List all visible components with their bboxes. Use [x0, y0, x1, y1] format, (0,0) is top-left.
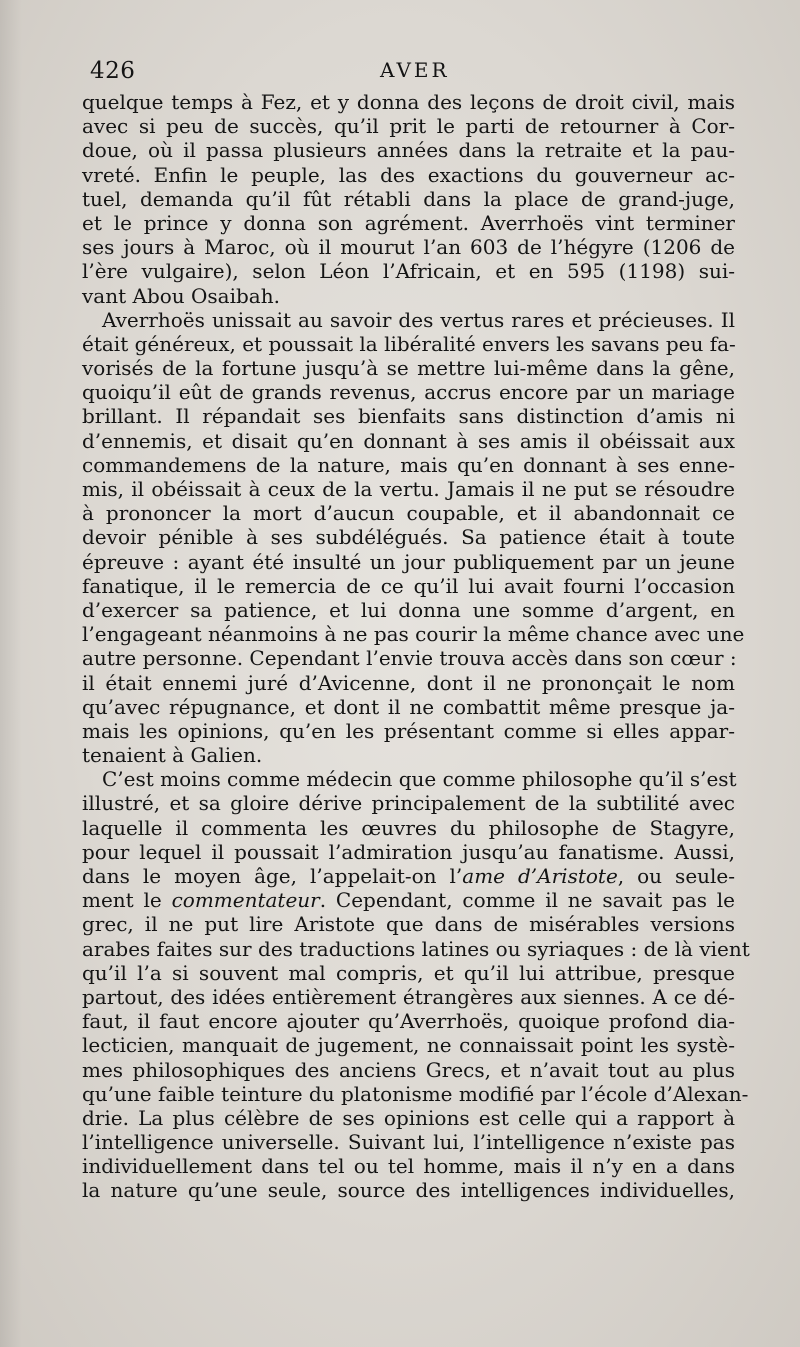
page-gutter-shadow — [0, 0, 22, 1347]
body-text — [82, 90, 750, 1203]
text-line: vorisés de la fortune jusqu’à se mettre lui-même dans la gêne, — [82, 356, 735, 381]
page-header — [90, 58, 735, 88]
text-line: à prononcer la mort d’aucun coupable, et il abandonnait ce — [82, 501, 735, 526]
text-line: tenaient à Galien. — [82, 743, 263, 768]
text-line: lecticien, manquait de jugement, ne connaissait point les systè- — [82, 1033, 735, 1058]
text-line: pour lequel il poussait l’admiration jusqu’au fanatisme. Aussi, — [82, 839, 735, 864]
text-line: la nature qu’une seule, source des intelligences individuelles, — [82, 1178, 735, 1203]
text-line: dans le moyen âge, l’appelait-on l’ame d’Aristote, ou seule- — [82, 864, 736, 888]
page-number: 426 — [90, 58, 136, 84]
text-line: épreuve : ayant été insulté un jour publiquement par un jeune — [82, 549, 735, 574]
text-line: grec, il ne put lire Aristote que dans de misérables versions — [82, 912, 735, 937]
text-line: faut, il faut encore ajouter qu’Averrhoës, quoique profond dia- — [82, 1009, 735, 1034]
text-line: commandemens de la nature, mais qu’en donnant à ses enne- — [82, 452, 735, 477]
text-line: mais les opinions, qu’en les présentant comme si elles appar- — [82, 718, 735, 743]
text-line: était généreux, et poussait la libéralité envers les savans peu fa- — [82, 331, 736, 356]
text-line: laquelle il commenta les œuvres du philosophe de Stagyre, — [82, 815, 735, 840]
text-line: et le prince y donna son agrément. Averrhoës vint terminer — [82, 210, 735, 235]
text-line: vant Abou Osaibah. — [82, 283, 280, 308]
text-line: individuellement dans tel ou tel homme, mais il n’y en a dans — [82, 1154, 735, 1179]
text-line: ment le commentateur. Cependant, comme il ne savait pas le — [82, 888, 736, 913]
text-line: arabes faites sur des traductions latines ou syriaques : de là vient — [82, 936, 750, 961]
text-line: tuel, demanda qu’il fût rétabli dans la place de grand-juge, — [82, 186, 735, 211]
text-line: brillant. Il répandait ses bienfaits sans distinction d’amis ni — [82, 404, 735, 429]
text-line: partout, des idées entièrement étrangères aux siennes. A ce dé- — [82, 984, 735, 1009]
text-line: quelque temps à Fez, et y donna des leçons de droit civil, mais — [82, 90, 735, 114]
text-line: l’engageant néanmoins à ne pas courir la même chance avec une — [82, 622, 745, 647]
text-line: drie. La plus célèbre de ses opinions est celle qui a rapport à — [82, 1105, 735, 1130]
text-line: l’ère vulgaire), selon Léon l’Africain, et en 595 (1198) sui- — [82, 259, 735, 284]
text-line: doue, où il passa plusieurs années dans la retraite et la pau- — [82, 138, 735, 163]
text-line: ses jours à Maroc, où il mourut l’an 603 de l’hégyre (1206 de — [82, 235, 735, 260]
text-line: d’ennemis, et disait qu’en donnant à ses amis il obéissait aux — [82, 428, 735, 453]
text-line: devoir pénible à ses subdélégués. Sa patience était à toute — [82, 525, 735, 550]
emphasis: commentateur — [171, 888, 320, 913]
text-line: avec si peu de succès, qu’il prit le parti de retourner à Cor- — [82, 114, 735, 139]
paragraph-start: Averrhoës unissait au savoir des vertus rares et précieuses. Il — [102, 307, 735, 332]
text-line: quoiqu’il eût de grands revenus, accrus encore par un mariage — [82, 380, 735, 405]
text-line: fanatique, il le remercia de ce qu’il lui avait fourni l’occasion — [82, 573, 735, 598]
emphasis: ame d’Aristote — [462, 864, 618, 888]
text-line: mis, il obéissait à ceux de la vertu. Jamais il ne put se résoudre — [82, 477, 735, 501]
text-line: qu’il l’a si souvent mal compris, et qu’il lui attribue, presque — [82, 960, 735, 985]
text-line: qu’avec répugnance, et dont il ne combattit même presque ja- — [82, 694, 735, 719]
running-head: AVER — [380, 58, 450, 82]
text-line: qu’une faible teinture du platonisme modifié par l’école d’Alexan- — [82, 1081, 749, 1106]
text-line: l’intelligence universelle. Suivant lui, l’intelligence n’existe pas — [82, 1130, 735, 1155]
text-line: d’exercer sa patience, et lui donna une somme d’argent, en — [82, 597, 735, 622]
text-line: illustré, et sa gloire dérive principalement de la subtilité avec — [82, 791, 735, 816]
text-line: autre personne. Cependant l’envie trouva accès dans son cœur : — [82, 646, 737, 671]
text-line: il était ennemi juré d’Avicenne, dont il ne prononçait le nom — [82, 670, 735, 695]
text-line: mes philosophiques des anciens Grecs, et n’avait tout au plus — [82, 1057, 735, 1082]
paragraph-start: C’est moins comme médecin que comme philosophe qu’il s’est — [102, 767, 737, 792]
text-line: vreté. Enfin le peuple, las des exactions du gouverneur ac- — [82, 162, 735, 187]
